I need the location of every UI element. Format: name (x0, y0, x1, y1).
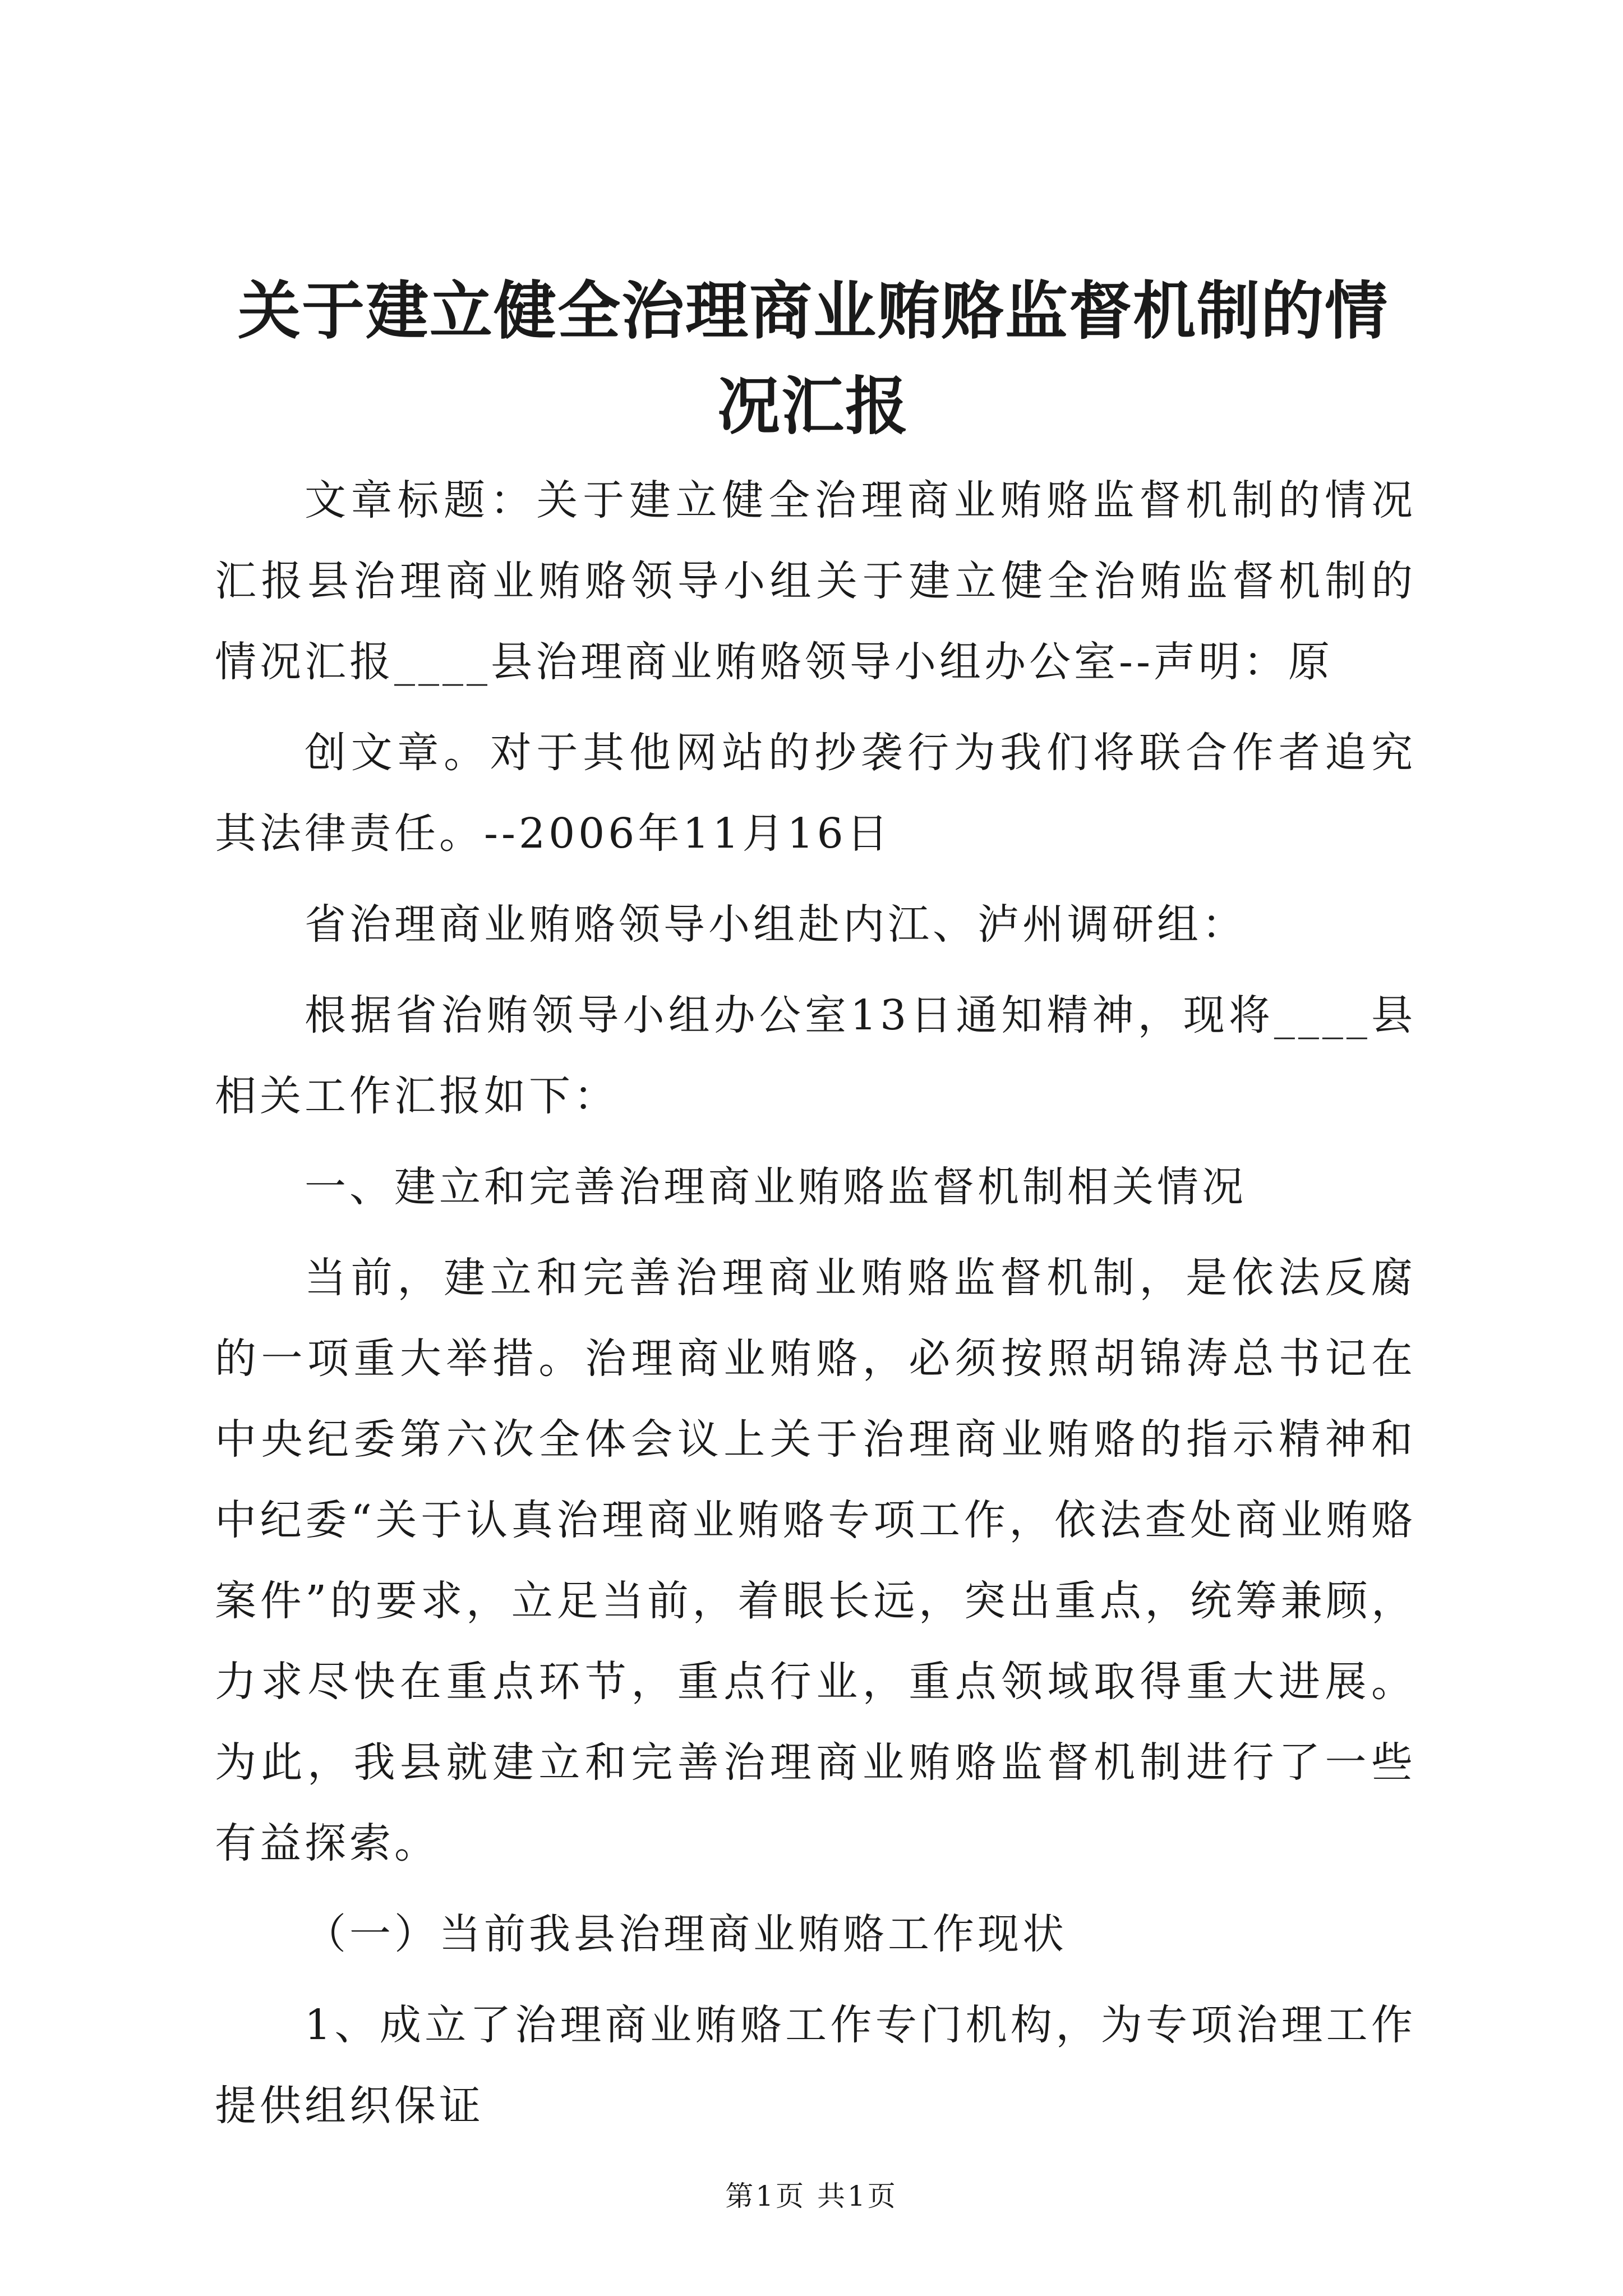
section-heading-1: 一、建立和完善治理商业贿赂监督机制相关情况 (305, 1163, 1247, 1211)
paragraph-copyright-notice: 创文章。对于其他网站的抄袭行为我们将联合作者追究其法律责任。--2006年11月16日 (215, 729, 1416, 858)
document-title: 关于建立健全治理商业贿赂监督机制的情况汇报 (238, 274, 1389, 443)
paragraph-body-main: 当前，建立和完善治理商业贿赂监督机制，是依法反腐的一项重大举措。治理商业贿赂，必须按照胡锦涛总书记在中央纪委第六次全体会议上关于治理商业贿赂的指示精神和中纪委“关于认真治理商业贿赂专项工作，依法查处商业贿赂案件”的要求，立足当前，着眼长远，突出重点，统筹兼顾，力求尽快在重点环节，重点行业，重点领域取得重大进展。为此，我县就建立和完善治理商业贿赂监督机制进行了一些有益探索。 (215, 1254, 1416, 1867)
page-footer: 第1页 共1页 (725, 2180, 898, 2212)
document-body (215, 460, 1416, 2146)
paragraph-article-header: 文章标题：关于建立健全治理商业贿赂监督机制的情况汇报县治理商业贿赂领导小组关于建立健全治贿监督机制的情况汇报____县治理商业贿赂领导小组办公室--声明：原 (215, 476, 1416, 686)
list-item-1: 1、成立了治理商业贿赂工作专门机构，为专项治理工作提供组织保证 (215, 2001, 1416, 2130)
paragraph-salutation: 省治理商业贿赂领导小组赴内江、泸州调研组： (305, 900, 1247, 949)
paragraph-intro: 根据省治贿领导小组办公室13日通知精神，现将____县相关工作汇报如下： (215, 991, 1416, 1120)
subsection-heading-1: （一）当前我县治理商业贿赂工作现状 (305, 1910, 1067, 1958)
